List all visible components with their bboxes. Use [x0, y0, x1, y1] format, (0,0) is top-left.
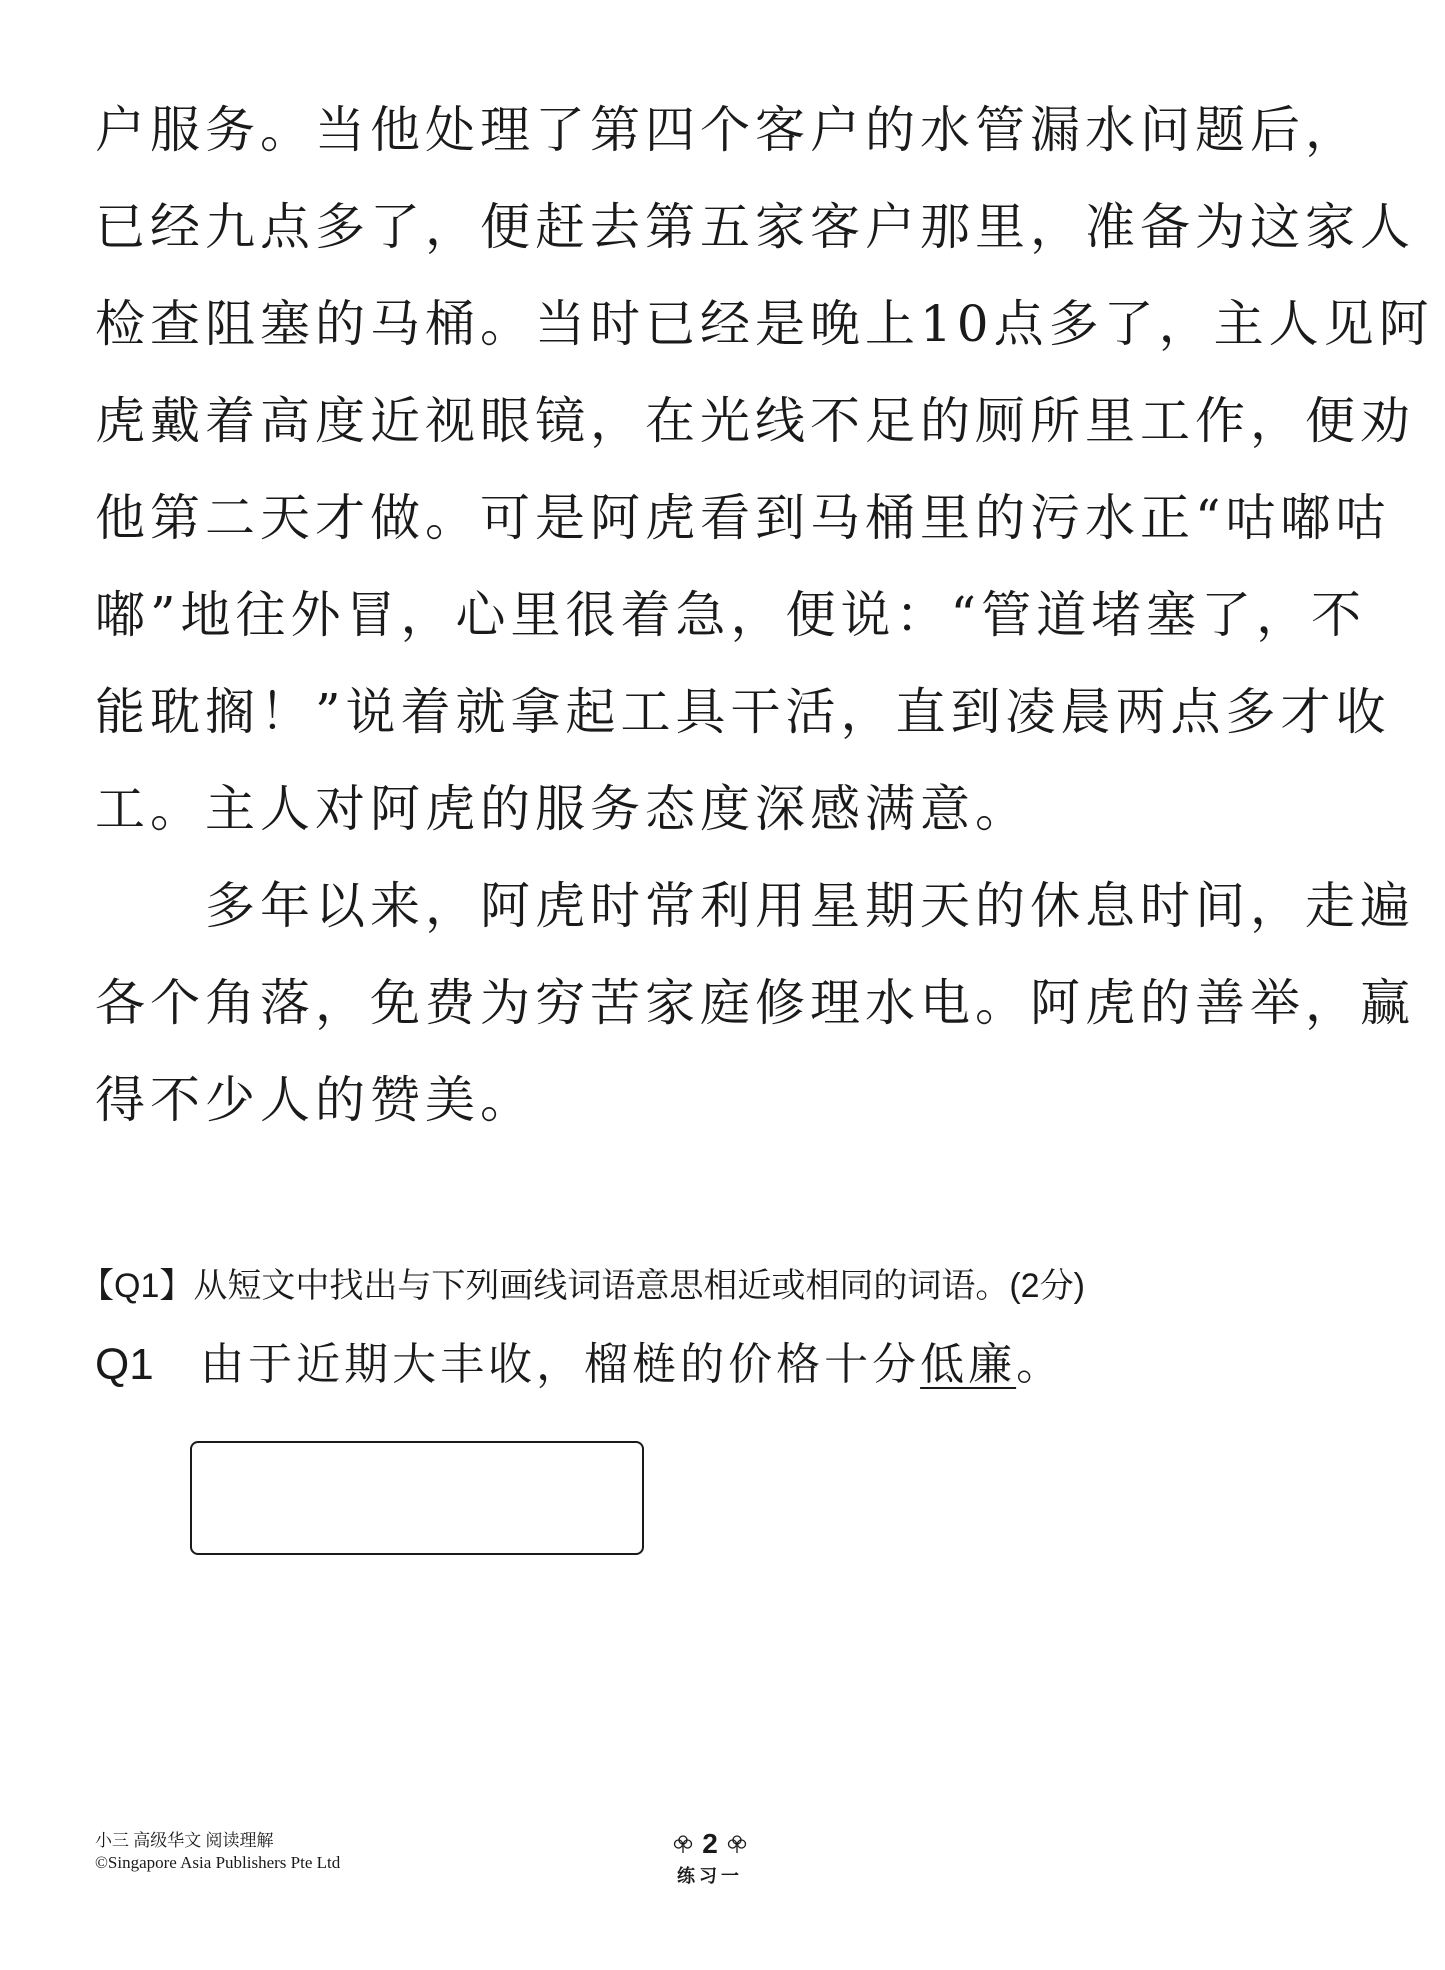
passage-line: 得不少人的赞美。 — [95, 1071, 535, 1129]
passage-line: 他第二天才做。可是阿虎看到马桶里的污水正“咕嘟咕 — [95, 489, 1391, 547]
reading-passage — [95, 82, 1434, 1149]
passage-line: 工。主人对阿虎的服务态度深感满意。 — [95, 780, 1030, 838]
passage-line: 户服务。当他处理了第四个客户的水管漏水问题后， — [95, 101, 1360, 159]
passage-line: 已经九点多了，便赶去第五家客户那里，准备为这家人 — [95, 198, 1415, 256]
question-sentence-start: 由于近期大丰收，榴梿的价格十分 — [200, 1339, 921, 1390]
page-number: 2 — [702, 1828, 718, 1859]
passage-line: 虎戴着高度近视眼镜，在光线不足的厕所里工作，便劝 — [95, 392, 1415, 450]
flower-icon — [672, 1833, 694, 1855]
question-instruction: 【Q1】从短文中找出与下列画线词语意思相近或相同的词语。(2分) — [80, 1267, 1085, 1305]
footer-book-info — [95, 1830, 340, 1874]
question-number: Q1 — [95, 1340, 154, 1389]
passage-line: 能耽搁！”说着就拿起工具干活，直到凌晨两点多才收 — [95, 683, 1391, 741]
passage-line: 多年以来，阿虎时常利用星期天的休息时间，走遍 — [95, 877, 1415, 935]
page-number-block — [640, 1828, 780, 1888]
answer-box[interactable] — [190, 1441, 644, 1555]
question-sentence-end: 。 — [1016, 1339, 1065, 1390]
copyright-text: ©Singapore Asia Publishers Pte Ltd — [95, 1853, 341, 1872]
question-sentence — [200, 1339, 1064, 1390]
passage-line: 嘟”地往外冒，心里很着急，便说：“管道堵塞了，不 — [95, 586, 1367, 644]
flower-icon — [726, 1833, 748, 1855]
passage-line: 检查阻塞的马桶。当时已经是晚上10点多了，主人见阿 — [95, 295, 1434, 353]
underlined-word: 低廉 — [920, 1339, 1017, 1390]
passage-line: 各个角落，免费为穷苦家庭修理水电。阿虎的善举，赢 — [95, 974, 1415, 1032]
book-title: 小三 高级华文 阅读理解 — [95, 1831, 274, 1850]
question-row — [95, 1330, 1064, 1400]
exercise-label: 练习一 — [677, 1866, 743, 1886]
